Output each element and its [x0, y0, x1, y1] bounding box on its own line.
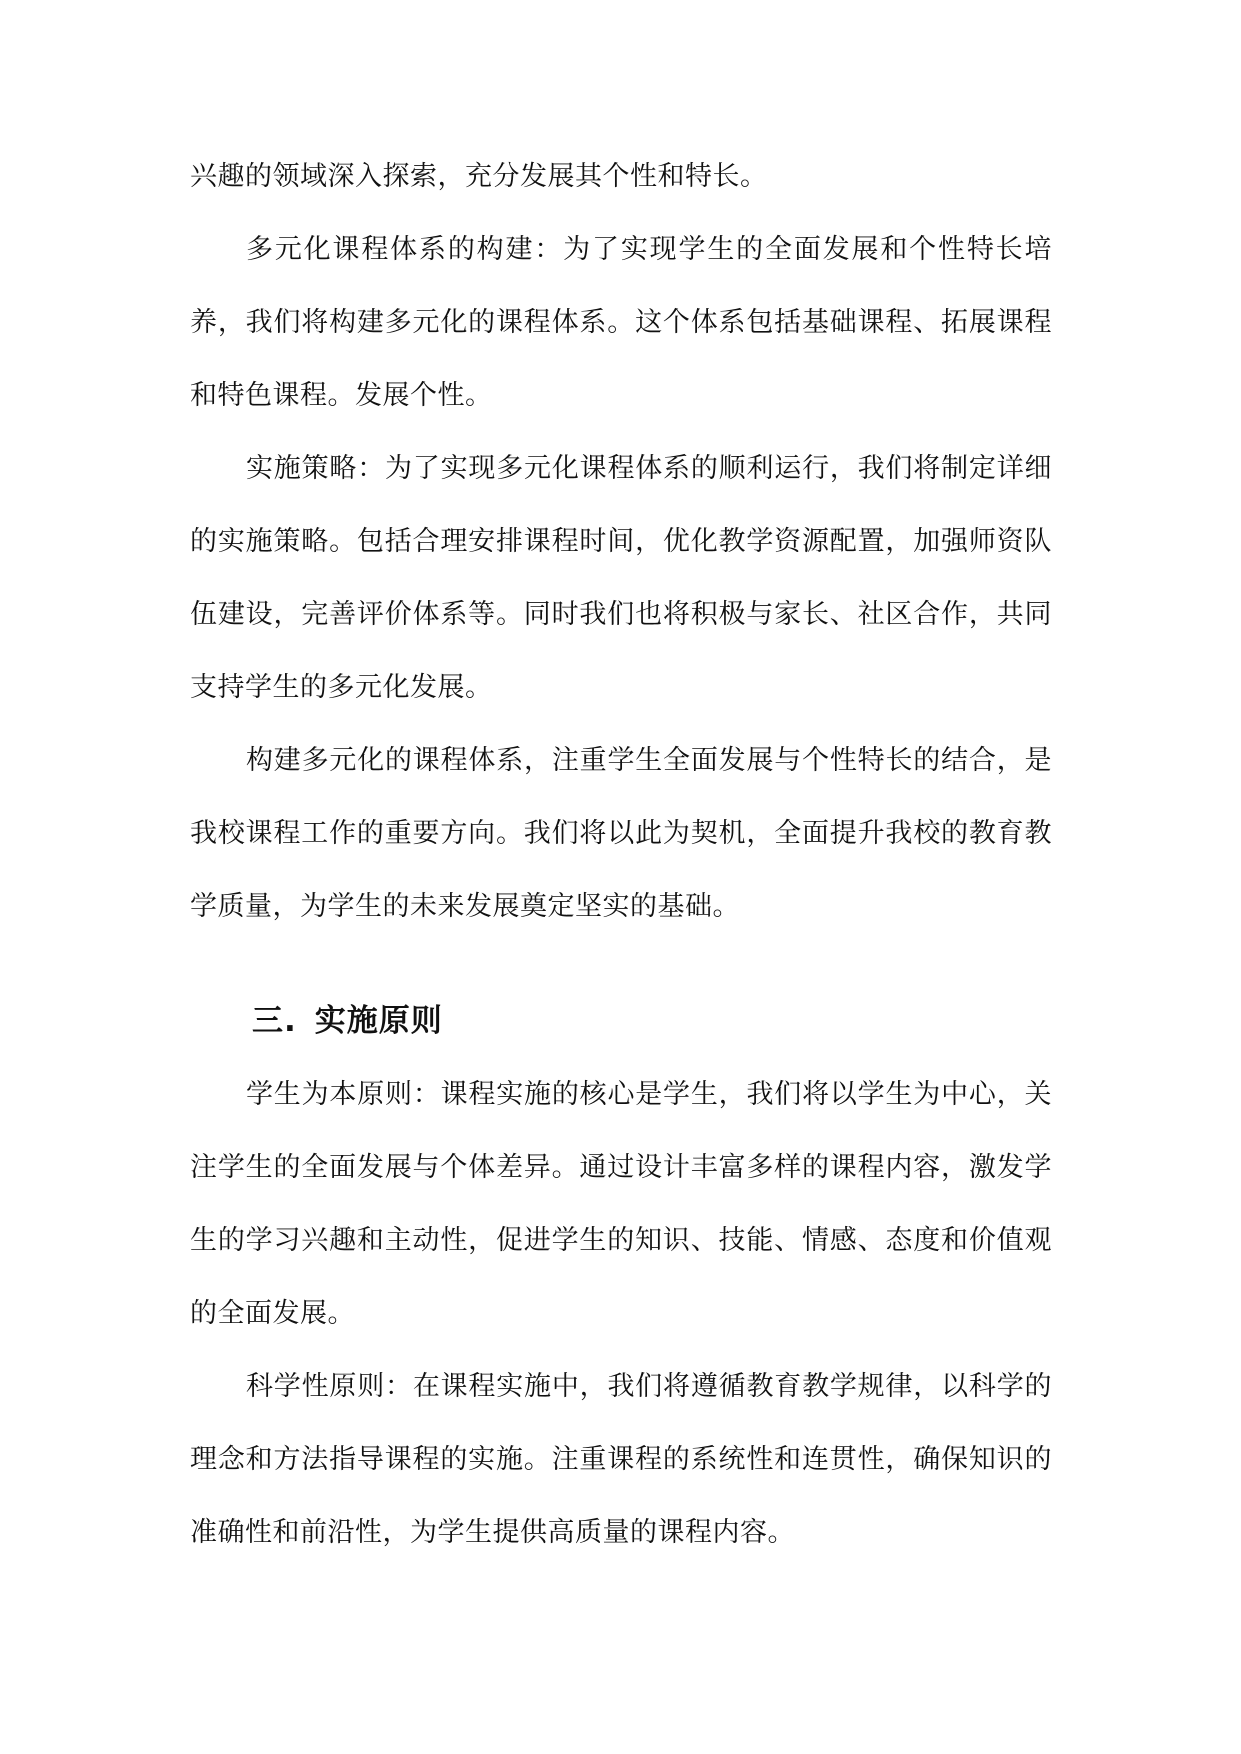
paragraph-student-centered-principle: 学生为本原则：课程实施的核心是学生，我们将以学生为中心，关注学生的全面发展与个体差异。通过设计丰富多样的课程内容，激发学生的学习兴趣和主动性，促进学生的知识、技能、情感、态度和价值观的全面发展。	[190, 1079, 1052, 1329]
paragraph-continuation: 兴趣的领域深入探索，充分发展其个性和特长。	[190, 161, 768, 192]
document-body	[190, 140, 1052, 1569]
paragraph-scientific-principle: 科学性原则：在课程实施中，我们将遵循教育教学规律，以科学的理念和方法指导课程的实施。注重课程的系统性和连贯性，确保知识的准确性和前沿性，为学生提供高质量的课程内容。	[190, 1371, 1052, 1548]
section-title: 实施原则	[314, 1003, 443, 1039]
section-heading	[190, 985, 1052, 1058]
paragraph-curriculum-system: 多元化课程体系的构建：为了实现学生的全面发展和个性特长培养，我们将构建多元化的课程体系。这个体系包括基础课程、拓展课程和特色课程。发展个性。	[190, 234, 1052, 411]
paragraph-implementation-strategy: 实施策略：为了实现多元化课程体系的顺利运行，我们将制定详细的实施策略。包括合理安排课程时间，优化教学资源配置，加强师资队伍建设，完善评价体系等。同时我们也将积极与家长、社区合作，共同支持学生的多元化发展。	[190, 453, 1052, 703]
paragraph-summary: 构建多元化的课程体系，注重学生全面发展与个性特长的结合，是我校课程工作的重要方向。我们将以此为契机，全面提升我校的教育教学质量，为学生的未来发展奠定坚实的基础。	[190, 745, 1052, 922]
section-number: 三.	[252, 1003, 297, 1039]
